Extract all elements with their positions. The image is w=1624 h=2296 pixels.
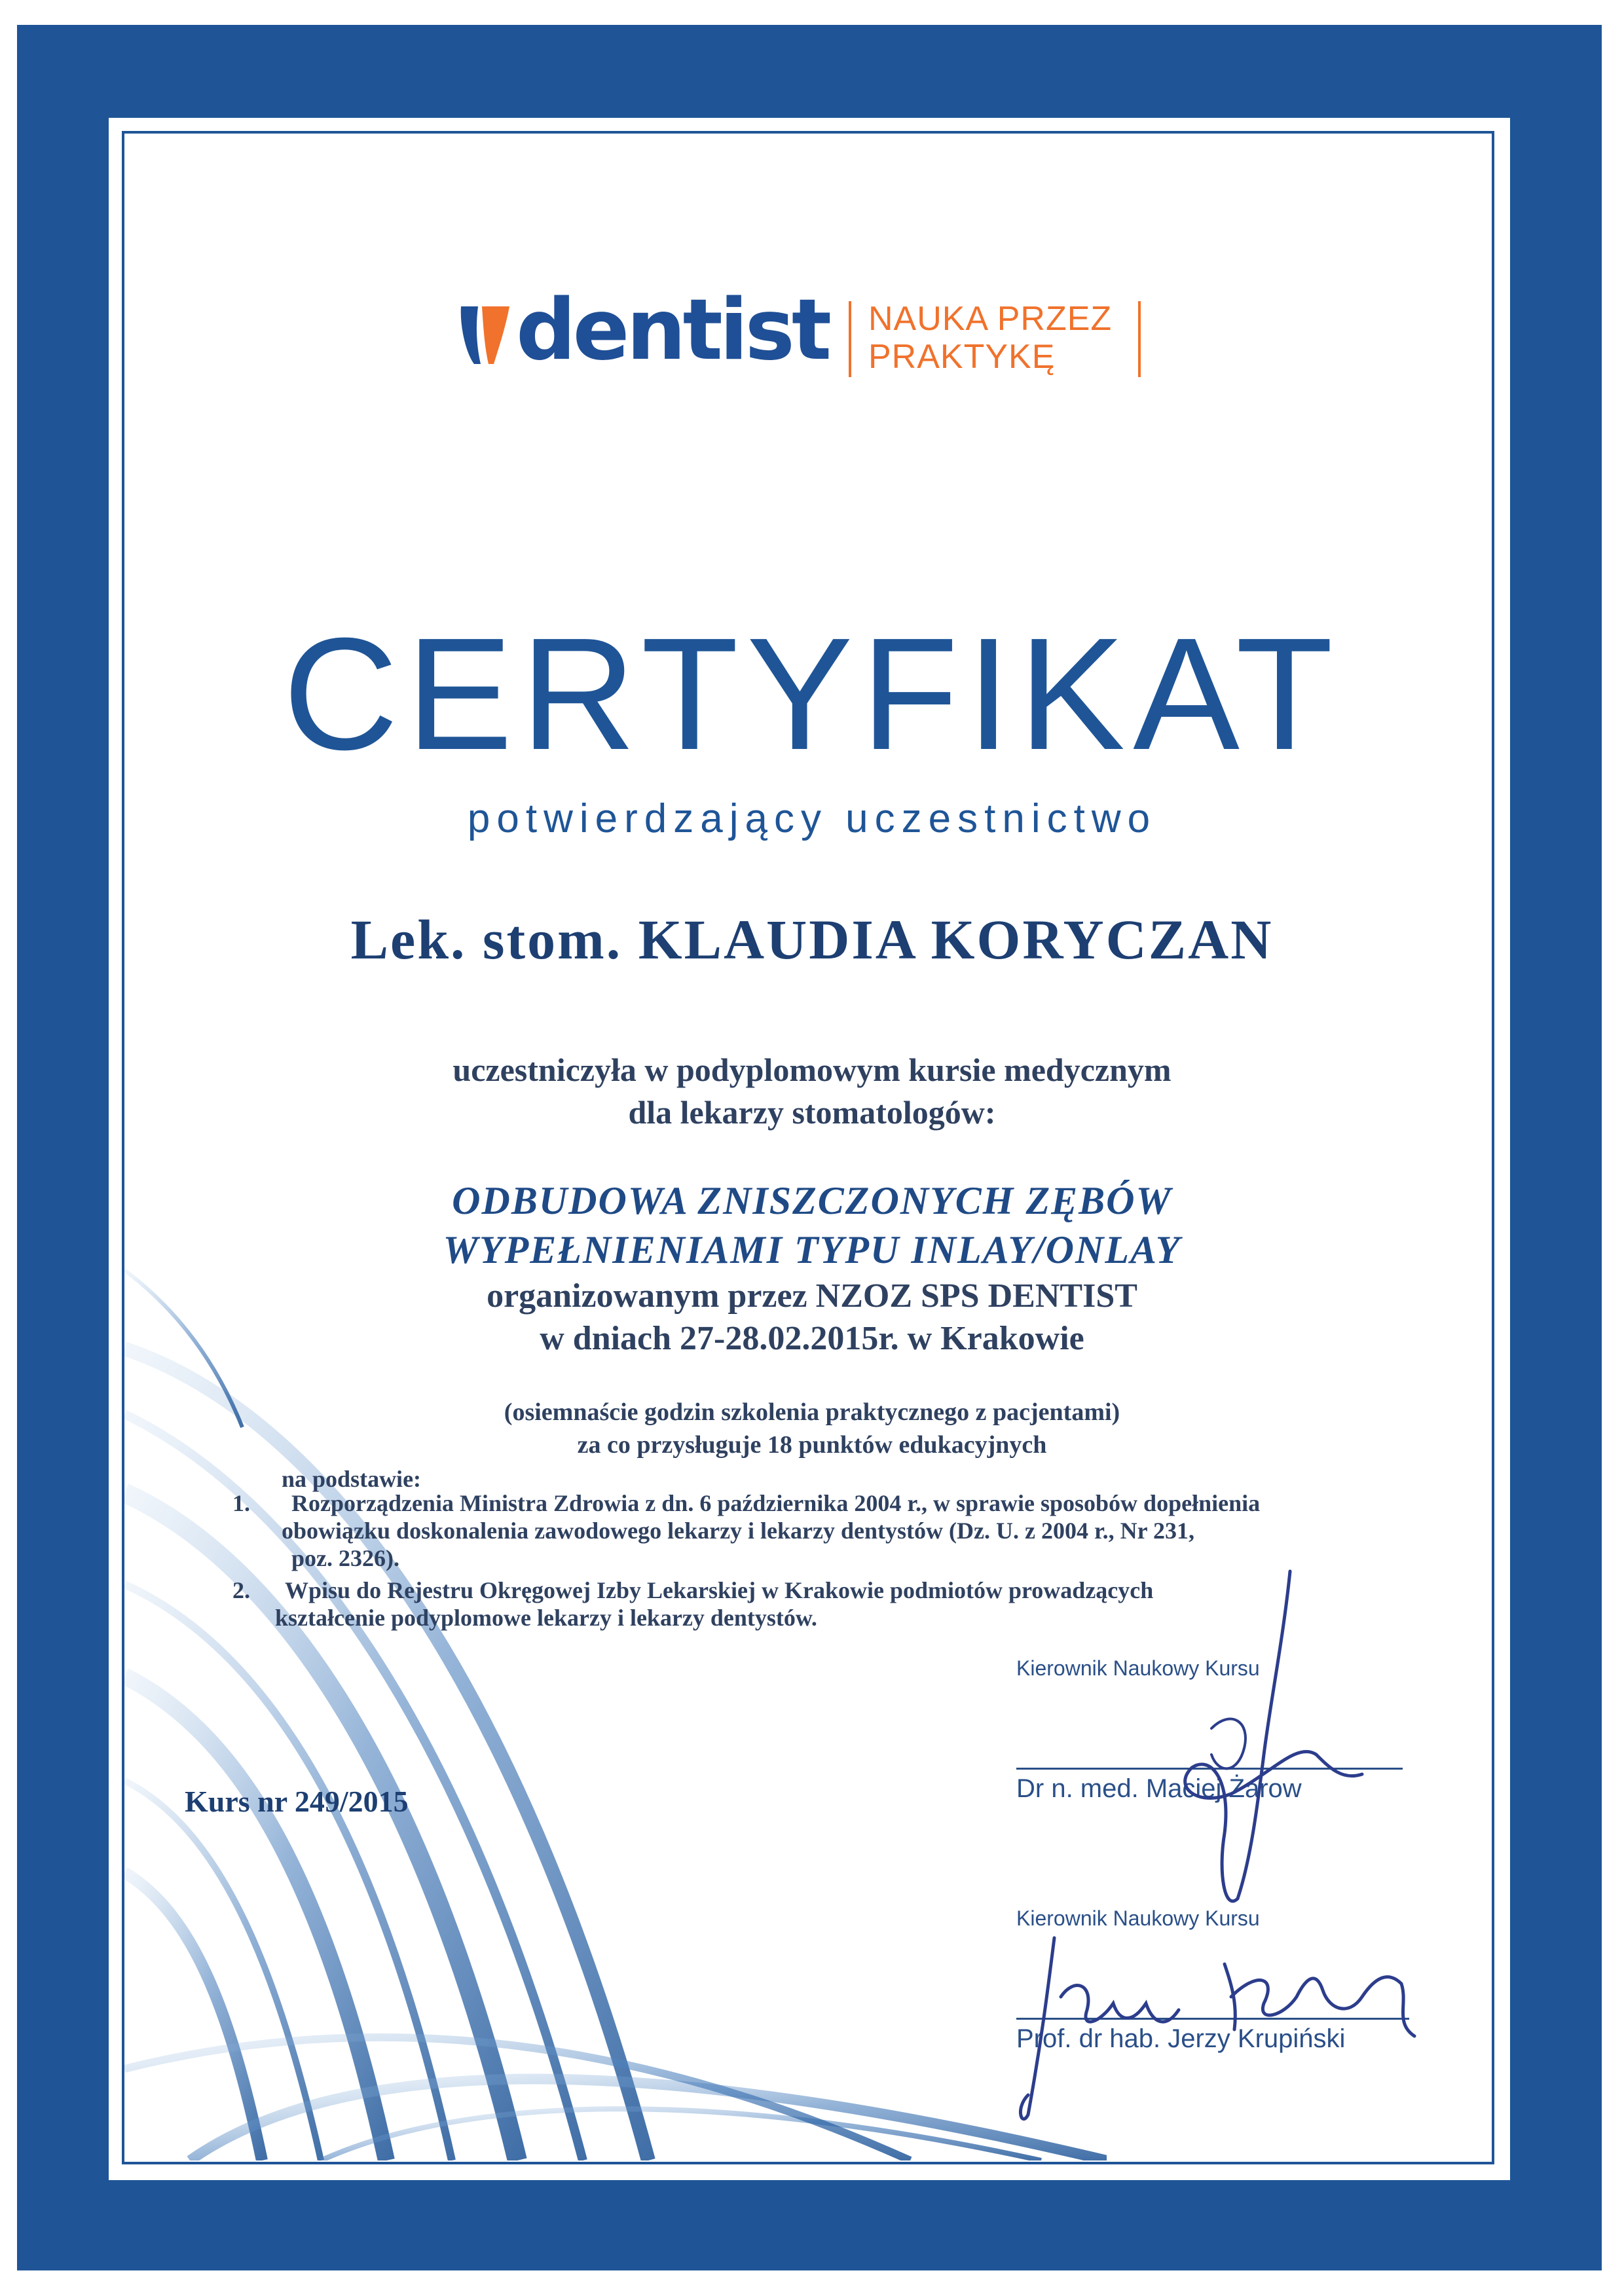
- basis-item-2-line-2: kształcenie podyplomowe lekarzy i lekarzy dentystów.: [275, 1605, 817, 1631]
- signature-1: [1153, 1558, 1375, 1912]
- certificate-subtitle: potwierdzający uczestnictwo: [467, 796, 1157, 841]
- course-number: Kurs nr 249/2015: [185, 1785, 409, 1818]
- recipient-name: Lek. stom. KLAUDIA KORYCZAN: [350, 908, 1274, 971]
- basis-item-1-num: 1.: [232, 1490, 250, 1516]
- course-title-line-2: WYPEŁNIENIAMI TYPU INLAY/ONLAY: [443, 1228, 1181, 1271]
- logo-wordmark: dentist: [516, 282, 828, 379]
- points-note: za co przysługuje 18 punktów edukacyjnych: [577, 1431, 1047, 1459]
- hours-note: (osiemnaście godzin szkolenia praktycznego z pacjentami): [504, 1398, 1120, 1426]
- course-title-line-1: ODBUDOWA ZNISZCZONYCH ZĘBÓW: [452, 1179, 1172, 1222]
- signature-2: [1008, 1925, 1428, 2134]
- course-dates: w dniach 27-28.02.2015r. w Krakowie: [540, 1320, 1084, 1357]
- certificate-title: CERTYFIKAT: [283, 604, 1341, 783]
- dentist-logo: [457, 282, 1151, 393]
- signatory-1-role: Kierownik Naukowy Kursu: [1016, 1656, 1260, 1680]
- logo-divider-end: [1138, 301, 1141, 377]
- tagline-line-1: NAUKA PRZEZ: [868, 300, 1113, 338]
- signatory-2-name: Prof. dr hab. Jerzy Krupiński: [1016, 2024, 1346, 2053]
- basis-item-1-line-3: poz. 2326).: [291, 1545, 399, 1571]
- basis-item-1-line-2: obowiązku doskonalenia zawodowego lekarzy i lekarzy dentystów (Dz. U. z 2004 r., Nr 231,: [282, 1518, 1194, 1544]
- tagline-line-2: PRAKTYKĘ: [868, 338, 1056, 376]
- logo-tagline: [868, 300, 1112, 376]
- basis-item-1-line-1: Rozporządzenia Ministra Zdrowia z dn. 6 października 2004 r., w sprawie sposobów dopełnienia: [291, 1490, 1261, 1516]
- intro-line-1: uczestniczyła w podyplomowym kursie medycznym: [452, 1051, 1172, 1088]
- intro-line-2: dla lekarzy stomatologów:: [628, 1094, 996, 1131]
- signatory-2-role: Kierownik Naukowy Kursu: [1016, 1906, 1260, 1930]
- basis-heading: na podstawie:: [282, 1466, 422, 1492]
- logo-divider: [849, 301, 851, 377]
- organizer: organizowanym przez NZOZ SPS DENTIST: [487, 1277, 1137, 1315]
- signatory-1-name: Dr n. med. Maciej Żarow: [1016, 1774, 1302, 1803]
- basis-item-2-num: 2.: [232, 1577, 250, 1603]
- tooth-icon: [457, 301, 513, 367]
- basis-item-2-line-1: Wpisu do Rejestru Okręgowej Izby Lekarskiej w Krakowie podmiotów prowadzących: [285, 1577, 1154, 1603]
